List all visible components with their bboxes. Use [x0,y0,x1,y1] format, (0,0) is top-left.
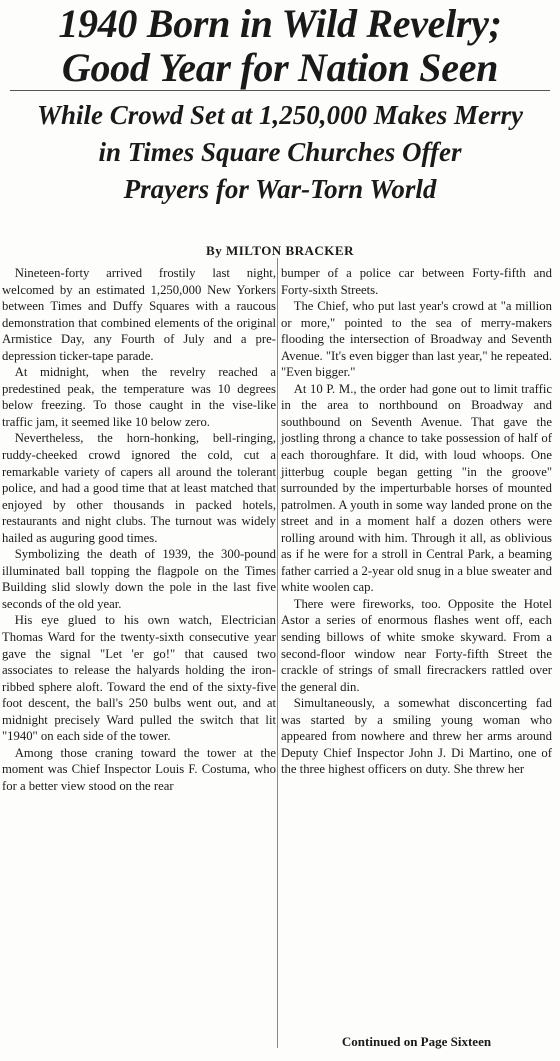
paragraph: Symbolizing the death of 1939, the 300-pound illuminated ball topping the flagpole on the Times Building slid slowly down the pole in the last five seconds of the old year. [2,547,276,611]
paragraph: Nineteen-forty arrived frostily last night, welcomed by an estimated 1,250,000 New Yorkers between Times and Duffy Squares with a raucous demonstration that combined elements of the original Armistice Day, any Fourth of July and a pre-depression ticker-tape parade. [2,266,276,363]
continued-note: Continued on Page Sixteen [341,1034,492,1049]
headline [0,0,560,90]
paragraph: At midnight, when the revelry reached a predestined peak, the temperature was 10 degrees below freezing. To those caught in the vise-like traffic jam, it seemed like 10 below zero. [2,365,276,429]
subhead-line-1: While Crowd Set at 1,250,000 Makes Merry [36,100,524,130]
left-column [2,265,276,795]
headline-divider [10,90,550,91]
column-divider [277,258,278,1048]
subheadline [0,97,560,208]
paragraph: Simultaneously, a somewhat disconcerting fad was started by a smiling young woman who appeared from nowhere and threw her arms around Deputy Chief Inspector John J. Di Martino, one of the three highest officers on duty. She threw her [281,696,552,777]
paragraph: His eye glued to his own watch, Electrician Thomas Ward for the twenty-sixth consecutive year gave the signal "Let 'er go!" that caused two associates to release the halyards holding the iron-ribbed sphere aloft. Toward the end of the sixty-five foot descent, the ball's 250 bulbs went out, and at midnight precisely Ward pulled the switch that lit "1940" on each side of the tower. [2,613,276,744]
paragraph: At 10 P. M., the order had gone out to limit traffic in the area to northbound on Broadway and southbound on Seventh Avenue. That gave the jostling throng a chance to take possession of half of each thoroughfare. It did, with loud whoops. One jitterbug couple began getting "in the groove" surrounded by the imperturbable horses of mounted patrolmen. A youth in some way landed prone on the street and in a moment half a dozen others were rolling around with him. Through it all, as oblivious as if he were for a stroll in Central Park, a beaming father carried a 2-year old snug in a blue sweater and white woolen cap. [281,381,552,595]
paragraph: There were fireworks, too. Opposite the Hotel Astor a series of enormous flashes went off, each sending billows of white smoke skyward. From a second-floor window near Forty-fifth Street the crackle of strings of small firecrackers rattled over the general din. [281,596,552,694]
headline-line-2: Good Year for Nation Seen [61,45,499,90]
headline-line-1: 1940 Born in Wild Revelry; [58,1,502,46]
subhead-line-3: Prayers for War-Torn World [123,174,437,204]
paragraph: The Chief, who put last year's crowd at "a million or more," pointed to the sea of merry-makers flooding the intersection of Broadway and Seventh Avenue. "It's even bigger than last year," he repeated. "Even bigger." [281,299,552,380]
paragraph: Among those craning toward the tower at the moment was Chief Inspector Louis F. Costuma, who for a better view stood on the rear [2,745,276,793]
paragraph: Nevertheless, the horn-honking, bell-ringing, ruddy-cheeked crowd ignored the cold, cut a remarkable variety of capers all around the tolerant police, and had a good time that at least matched that enjoyed by other thousands in packed hotels, restaurants and night clubs. The turnout was widely hailed as auguring good times. [2,431,276,545]
right-column [281,265,552,778]
byline: By MILTON BRACKER [206,243,354,258]
paragraph: bumper of a police car between Forty-fifth and Forty-sixth Streets. [281,266,552,297]
subhead-line-2: in Times Square Churches Offer [98,137,462,167]
